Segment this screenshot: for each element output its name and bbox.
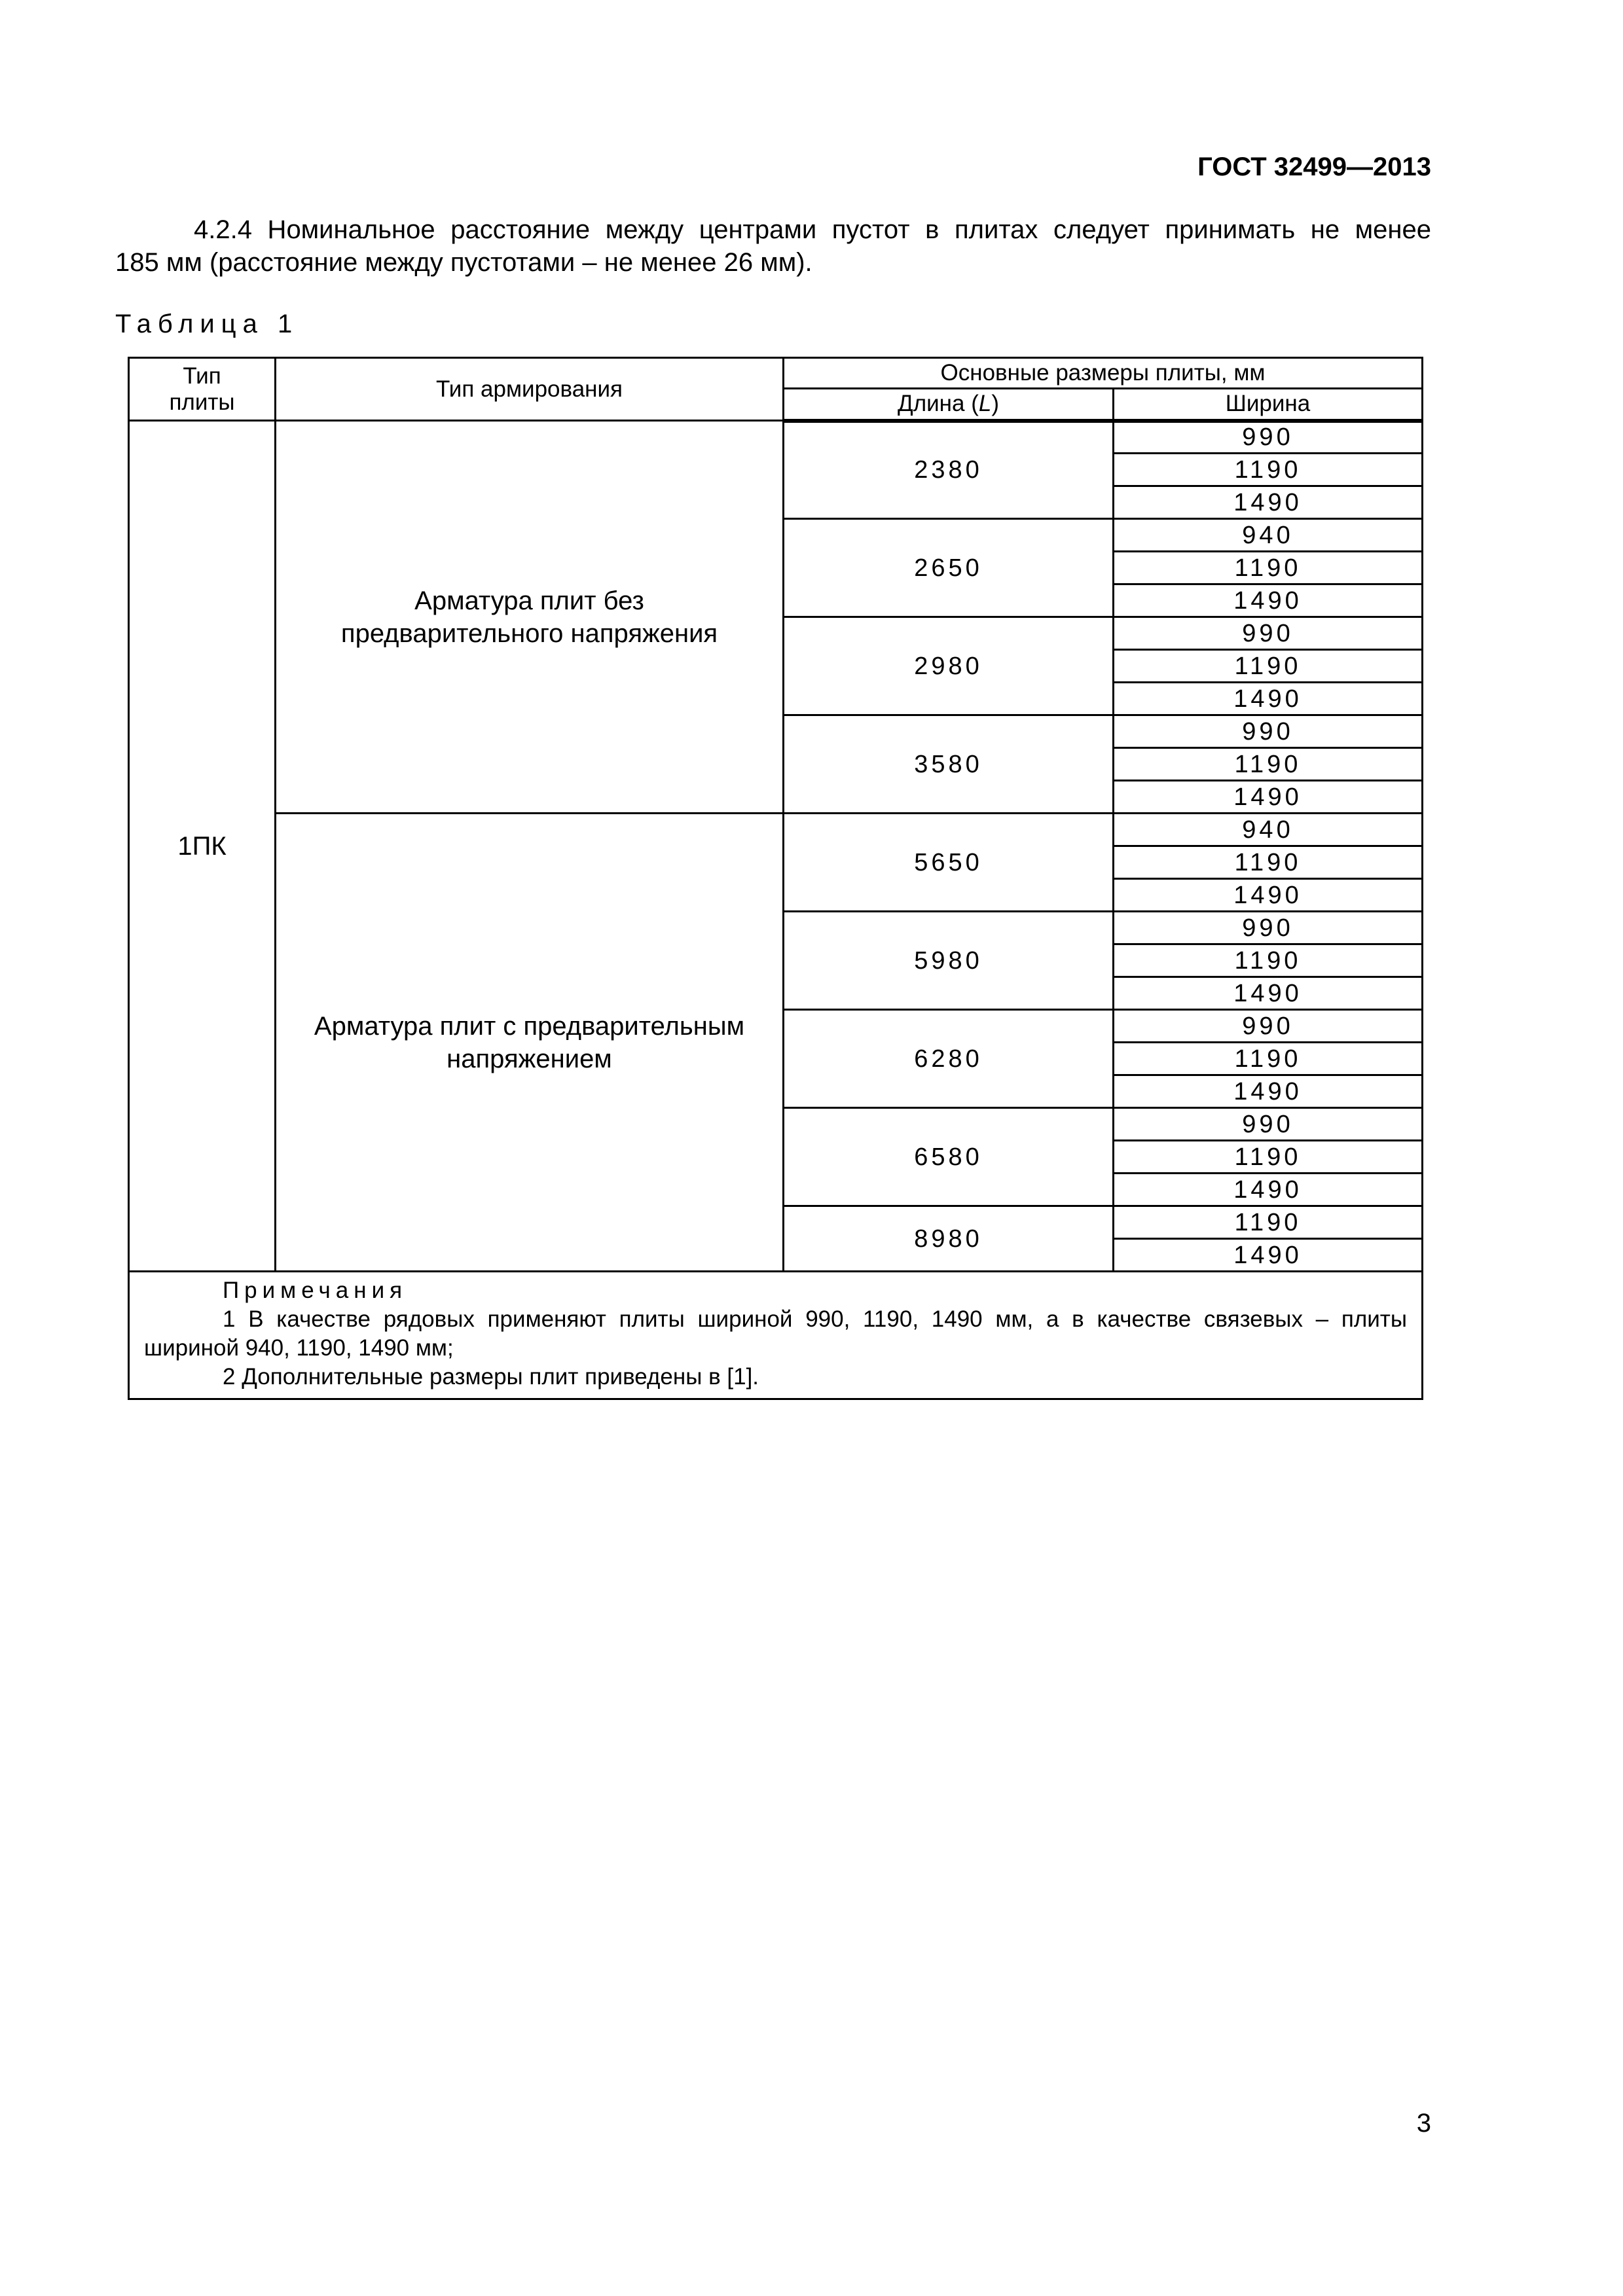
cell-width: 1490 (1114, 1174, 1423, 1206)
reinforcement-line1: Арматура плит без (414, 586, 644, 615)
cell-length: 6280 (784, 1010, 1114, 1108)
cell-width: 1190 (1114, 1141, 1423, 1174)
cell-width: 990 (1114, 715, 1423, 748)
cell-width: 1490 (1114, 1239, 1423, 1272)
cell-width: 1190 (1114, 846, 1423, 879)
cell-width: 1490 (1114, 879, 1423, 912)
table-caption: Таблица 1 (115, 310, 299, 338)
cell-width: 1490 (1114, 584, 1423, 617)
reinforcement-line2: напряжением (447, 1044, 612, 1073)
cell-length: 5650 (784, 814, 1114, 912)
cell-width: 940 (1114, 814, 1423, 846)
cell-width: 990 (1114, 1010, 1423, 1043)
slab-dimensions-table (128, 357, 1423, 1400)
cell-width: 990 (1114, 1108, 1423, 1141)
document-header: ГОСТ 32499—2013 (1197, 152, 1431, 181)
paragraph-line-2: 185 мм (расстояние между пустотами – не менее 26 мм). (115, 248, 812, 277)
cell-width: 1190 (1114, 944, 1423, 977)
table-header-row (129, 358, 1423, 389)
header-plate-type (129, 358, 276, 421)
page-number: 3 (1416, 2109, 1431, 2138)
cell-length: 3580 (784, 715, 1114, 814)
header-length (784, 389, 1114, 421)
cell-width: 1190 (1114, 1206, 1423, 1239)
table-notes-row (129, 1272, 1423, 1399)
header-plate-type-line2: плиты (169, 389, 235, 415)
paragraph-4-2-4 (115, 213, 1431, 279)
header-main-dimensions: Основные размеры плиты, мм (784, 358, 1423, 389)
cell-length: 2380 (784, 421, 1114, 519)
cell-length: 6580 (784, 1108, 1114, 1206)
note-1-line-2: шириной 940, 1190, 1490 мм; (144, 1335, 454, 1361)
cell-width: 1190 (1114, 650, 1423, 683)
cell-width: 1190 (1114, 748, 1423, 781)
cell-length: 5980 (784, 912, 1114, 1010)
cell-width: 1190 (1114, 552, 1423, 584)
cell-length: 2980 (784, 617, 1114, 715)
cell-length: 8980 (784, 1206, 1114, 1272)
reinforcement-line2: предварительного напряжения (340, 619, 718, 648)
cell-width: 1490 (1114, 781, 1423, 814)
cell-width: 1190 (1114, 454, 1423, 486)
cell-width: 1190 (1114, 1043, 1423, 1075)
cell-width: 1490 (1114, 683, 1423, 715)
cell-width: 990 (1114, 421, 1423, 454)
cell-width: 990 (1114, 912, 1423, 944)
cell-width: 940 (1114, 519, 1423, 552)
cell-reinforcement-type (276, 421, 784, 814)
table-row (129, 814, 1423, 846)
reinforcement-line1: Арматура плит с предварительным (314, 1011, 745, 1041)
note-2: 2 Дополнительные размеры плит приведены в [1]. (223, 1364, 759, 1390)
header-width: Ширина (1114, 389, 1423, 421)
header-length-prefix: Длина ( (898, 391, 979, 417)
cell-length: 2650 (784, 519, 1114, 617)
cell-width: 1490 (1114, 977, 1423, 1010)
cell-reinforcement-type (276, 814, 784, 1272)
cell-width: 1490 (1114, 1075, 1423, 1108)
header-length-suffix: ) (991, 391, 999, 417)
cell-plate-type: 1ПК (129, 421, 276, 1272)
notes-title: Примечания (223, 1278, 408, 1303)
table-notes (129, 1272, 1423, 1399)
header-plate-type-line1: Тип (183, 363, 221, 389)
cell-width: 990 (1114, 617, 1423, 650)
cell-width: 1490 (1114, 486, 1423, 519)
note-1-line-1: 1 В качестве рядовых применяют плиты шириной 990, 1190, 1490 мм, а в качестве связевых – плиты (223, 1306, 1407, 1332)
header-reinforcement: Тип армирования (276, 358, 784, 421)
table-row (129, 421, 1423, 454)
header-length-symbol: L (978, 391, 992, 417)
paragraph-line-1: 4.2.4 Номинальное расстояние между центрами пустот в плитах следует принимать не менее (194, 215, 1431, 244)
